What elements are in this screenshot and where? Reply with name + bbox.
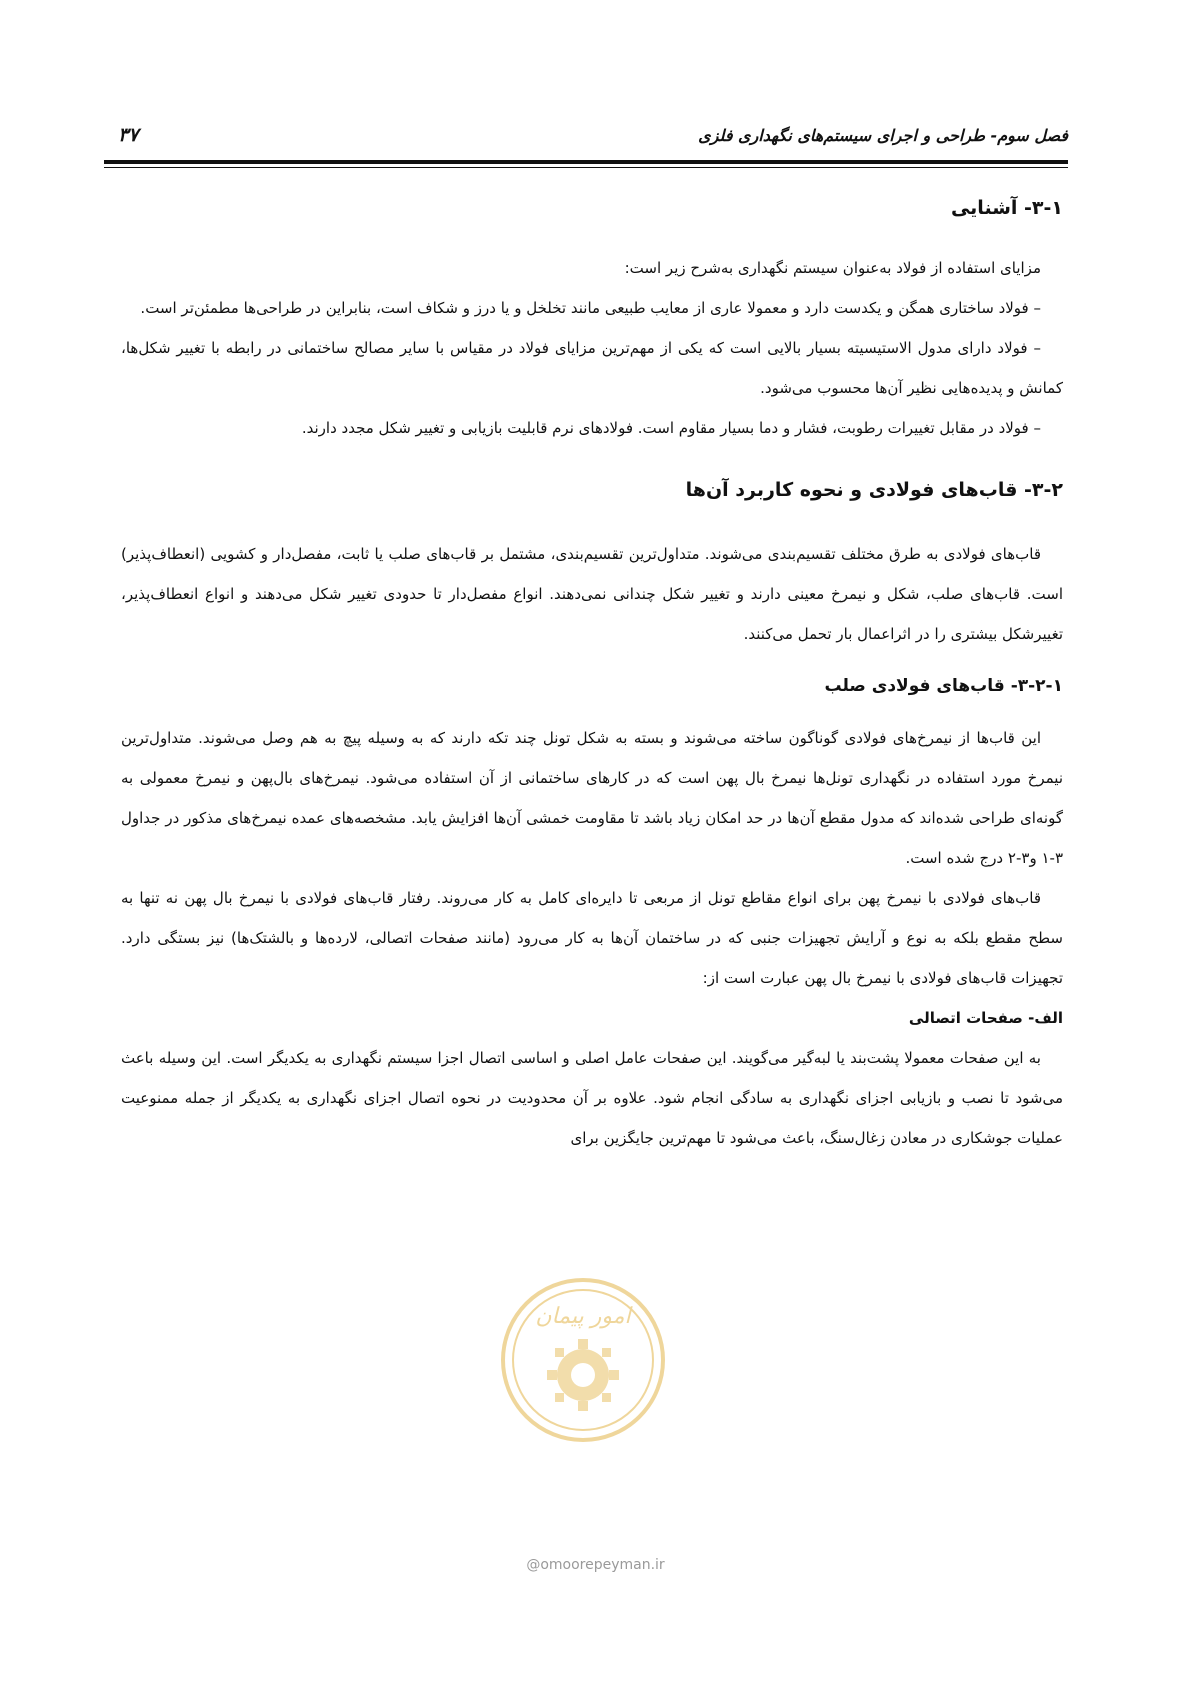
paragraph-intro: مزایای استفاده از فولاد به‌عنوان سیستم نگهداری به‌شرح زیر است: — [624, 259, 1041, 277]
running-header — [104, 126, 1068, 154]
list-item: – فولاد در مقابل تغییرات رطوبت، فشار و دما بسیار مقاوم است. فولادهای نرم قابلیت بازیابی و تغییر شکل مجدد دارند. — [301, 419, 1041, 437]
header-rule-thin — [104, 167, 1068, 168]
chapter-title: فصل سوم- طراحی و اجرای سیستم‌های نگهداری فلزی — [698, 126, 1068, 145]
header-rule-thick — [104, 160, 1068, 164]
page-body — [121, 188, 1063, 1158]
watermark-seal-text: امور پیمان — [535, 1304, 631, 1329]
paragraph: قاب‌های فولادی با نیمرخ پهن برای انواع مقاطع تونل از مربعی تا دایره‌ای کامل به کار می‌روند. رفتار قاب‌های فولادی با نیمرخ بال پهن نه تنها به سطح مقطع بلکه به نوع و آرایش تجهیزات جنبی که در ساختمان آن‌ها به کار می‌رود (مانند صفحات اتصالی، لارده‌ها و بالشتک‌ها) نیز بستگی دارد. تجهیزات قاب‌های فولادی با نیمرخ بال پهن عبارت است از: — [121, 889, 1063, 987]
section-heading-3-1: ۳-۱- آشنایی — [950, 197, 1063, 219]
section-heading-3-2-1: ۳-۲-۱- قاب‌های فولادی صلب — [824, 676, 1063, 696]
section-heading-3-2: ۳-۲- قاب‌های فولادی و نحوه کاربرد آن‌ها — [685, 479, 1063, 501]
paragraph: به این صفحات معمولا پشت‌بند یا لبه‌گیر می‌گویند. این صفحات عامل اصلی و اساسی اتصال اجزا سیستم نگهداری به یکدیگر است. این وسیله باعث می‌شود تا نصب و بازیابی اجزای نگهداری به سادگی انجام شود. علاوه بر آن محدودیت در نحوه اتصال اجزای نگهداری به یکدیگر از جمله ممنوعیت عملیات جوشکاری در معادن زغال‌سنگ، باعث می‌شود تا مهم‌ترین جایگزین برای — [121, 1049, 1063, 1147]
page-number: ۳۷ — [118, 124, 139, 146]
list-item: – فولاد دارای مدول الاستیسیته بسیار بالایی است که یکی از مهم‌ترین مزایای فولاد در مقیاس با سایر مصالح ساختمانی در رابطه با تغییر شکل‌ها، کمانش و پدیده‌هایی نظیر آن‌ها محسوب می‌شود. — [121, 339, 1063, 397]
subsection-heading-alef: الف- صفحات اتصالی — [908, 1009, 1063, 1027]
paragraph: قاب‌های فولادی به طرق مختلف تقسیم‌بندی می‌شوند. متداول‌ترین تقسیم‌بندی، مشتمل بر قاب‌های صلب یا ثابت، مفصل‌دار و کشویی (انعطاف‌پذیر) است. قاب‌های صلب، شکل و نیمرخ معینی دارند و تغییر شکل چندانی نمی‌دهند. انواع مفصل‌دار تا حدودی تغییر شکل می‌دهند و انواع انعطاف‌پذیر، تغییرشکل بیشتری را در اثراعمال بار تحمل می‌کنند. — [121, 545, 1063, 643]
list-item: – فولاد ساختاری همگن و یکدست دارد و معمولا عاری از معایب طبیعی مانند تخلخل و یا درز و شکاف است، بنابراین در طراحی‌ها مطمئن‌تر است. — [140, 299, 1041, 317]
paragraph: این قاب‌ها از نیمرخ‌های فولادی گوناگون ساخته می‌شوند و بسته به شکل تونل چند تکه دارند که به وسیله پیچ به هم وصل می‌شوند. متداول‌ترین نیمرخ مورد استفاده در نگهداری تونل‌ها نیمرخ بال پهن است که در کارهای ساختمانی از آن استفاده می‌شود. نیمرخ‌های بال‌پهن و نیمرخ معمولی به گونه‌ای طراحی شده‌اند که مدول مقطع آن‌ها در حد امکان زیاد باشد تا مقاومت خمشی آن‌ها افزایش یابد. مشخصه‌های عمده نیمرخ‌های مذکور در جداول ۳-۱ و۳-۲ درج شده است. — [121, 729, 1063, 867]
watermark-seal — [498, 1275, 668, 1445]
watermark-url: @omoorepeyman.ir — [526, 1557, 665, 1573]
